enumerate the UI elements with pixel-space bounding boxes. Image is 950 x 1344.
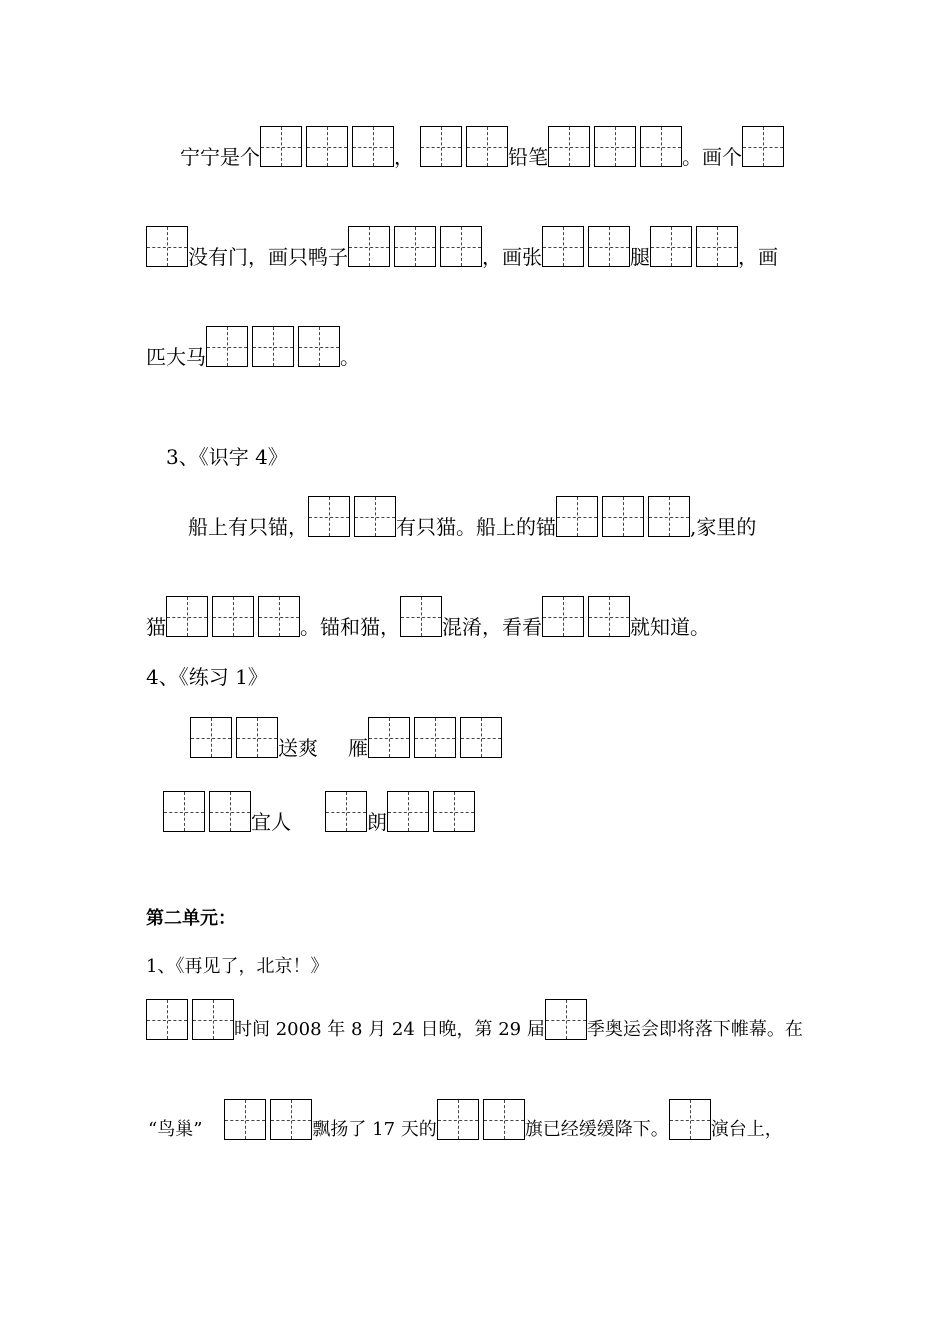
unit2-title [146,908,236,929]
tian-grid-box[interactable] [640,126,682,167]
tian-grid-box[interactable] [556,496,598,537]
blank-group [325,791,367,832]
tian-grid-box[interactable] [236,717,278,758]
sec3-l2-text4: 就知道。 [630,615,710,639]
tian-grid-box[interactable] [387,791,429,832]
tian-grid-box[interactable] [166,596,208,637]
sec1-l2-text3: 腿 [630,245,650,269]
blank-group [206,326,340,367]
sec4-row2 [163,791,475,832]
tian-grid-box[interactable] [260,126,302,167]
blank-group [400,596,442,637]
sec3-l1-text1: 船上有只锚， [188,515,308,539]
tian-grid-box[interactable] [368,717,410,758]
sec3-l2-text3: 混淆，看看 [442,615,542,639]
sec3-l1-text3: ,家里的 [690,515,757,539]
blank-group [742,126,784,167]
tian-grid-box[interactable] [146,999,188,1040]
blank-group [542,596,630,637]
tian-grid-box[interactable] [696,226,738,267]
sec3-heading-text: 3、《识字 4》 [166,445,288,469]
tian-grid-box[interactable] [650,226,692,267]
unit2-l2-text2: 飘扬了 17 天的 [312,1119,437,1140]
tian-grid-box[interactable] [192,999,234,1040]
sec1-line3 [146,326,360,367]
tian-grid-box[interactable] [542,596,584,637]
tian-grid-box[interactable] [298,326,340,367]
unit2-title-text: 第二单元： [146,908,236,929]
blank-group [545,999,587,1040]
sec3-l2-text2: 。锚和猫， [300,615,400,639]
tian-grid-box[interactable] [437,1099,479,1140]
sec4-row1 [190,717,502,758]
sec1-l1-text1: 宁宁是个 [180,145,260,169]
tian-grid-box[interactable] [466,126,508,167]
blank-group [166,596,300,637]
sec3-heading [166,446,288,467]
sec1-l2-text2: ，画张 [482,245,542,269]
tian-grid-box[interactable] [588,596,630,637]
blank-group [368,717,502,758]
blank-group [224,1099,312,1140]
sec1-l2-text1: 没有门，画只鸭子 [188,245,348,269]
tian-grid-box[interactable] [433,791,475,832]
unit2-l1-text2: 季奥运会即将落下帷幕。在 [586,1019,803,1040]
tian-grid-box[interactable] [588,226,630,267]
tian-grid-box[interactable] [354,496,396,537]
sec1-l2-text4: ，画 [738,245,778,269]
tian-grid-box[interactable] [348,226,390,267]
sec1-l3-text1: 匹大马 [146,345,206,369]
sec4-r1-text1: 送爽 [278,736,318,760]
tian-grid-box[interactable] [190,717,232,758]
blank-group [190,717,278,758]
tian-grid-box[interactable] [212,596,254,637]
blank-group [650,226,738,267]
tian-grid-box[interactable] [742,126,784,167]
tian-grid-box[interactable] [394,226,436,267]
blank-group [387,791,475,832]
unit2-l2-text1: “鸟巢” [148,1119,203,1140]
sec1-l1-text4: 。画个 [682,145,742,169]
sec1-l1-text2: ， [394,145,414,169]
blank-group [542,226,630,267]
blank-group [146,226,188,267]
sec4-r2-text1: 宜人 [251,810,291,834]
tian-grid-box[interactable] [648,496,690,537]
tian-grid-box[interactable] [206,326,248,367]
blank-group [420,126,508,167]
sec3-line2 [146,596,710,637]
sec1-line2 [146,226,778,267]
tian-grid-box[interactable] [258,596,300,637]
blank-group [146,999,234,1040]
tian-grid-box[interactable] [252,326,294,367]
tian-grid-box[interactable] [400,596,442,637]
sec1-l3-text2: 。 [340,345,360,369]
tian-grid-box[interactable] [602,496,644,537]
tian-grid-box[interactable] [542,226,584,267]
tian-grid-box[interactable] [545,999,587,1040]
unit2-heading [146,956,328,977]
sec4-heading-text: 4、《练习 1》 [146,665,268,689]
blank-group [163,791,251,832]
tian-grid-box[interactable] [163,791,205,832]
sec3-line1 [188,496,756,537]
unit2-line1 [146,999,803,1040]
tian-grid-box[interactable] [224,1099,266,1140]
sec3-l2-text1: 猫 [146,615,166,639]
sec1-line1 [180,126,784,167]
tian-grid-box[interactable] [209,791,251,832]
unit2-heading-text: 1、《再见了，北京！》 [146,956,329,977]
tian-grid-box[interactable] [352,126,394,167]
blank-group [308,496,396,537]
tian-grid-box[interactable] [594,126,636,167]
tian-grid-box[interactable] [440,226,482,267]
blank-group [548,126,682,167]
tian-grid-box[interactable] [146,226,188,267]
blank-group [437,1099,525,1140]
unit2-l1-text1: 时间 2008 年 8 月 24 日晚，第 29 届 [234,1019,545,1040]
blank-group [556,496,690,537]
tian-grid-box[interactable] [270,1099,312,1140]
unit2-l2-text3: 旗已经缓缓降下。 [524,1119,669,1140]
tian-grid-box[interactable] [325,791,367,832]
sec1-l1-text3: 铅笔 [508,145,548,169]
tian-grid-box[interactable] [548,126,590,167]
tian-grid-box[interactable] [669,1099,711,1140]
blank-group [348,226,482,267]
blank-group [669,1099,711,1140]
tian-grid-box[interactable] [483,1099,525,1140]
tian-grid-box[interactable] [414,717,456,758]
unit2-l2-text4: 演台上， [710,1119,783,1140]
sec3-l1-text2: 有只猫。船上的锚 [396,515,556,539]
tian-grid-box[interactable] [306,126,348,167]
tian-grid-box[interactable] [420,126,462,167]
sec4-heading [146,666,268,687]
tian-grid-box[interactable] [460,717,502,758]
blank-group [260,126,394,167]
tian-grid-box[interactable] [308,496,350,537]
sec4-r2-text2: 朗 [367,810,387,834]
unit2-line2 [148,1099,783,1140]
sec4-r1-text2: 雁 [348,736,368,760]
